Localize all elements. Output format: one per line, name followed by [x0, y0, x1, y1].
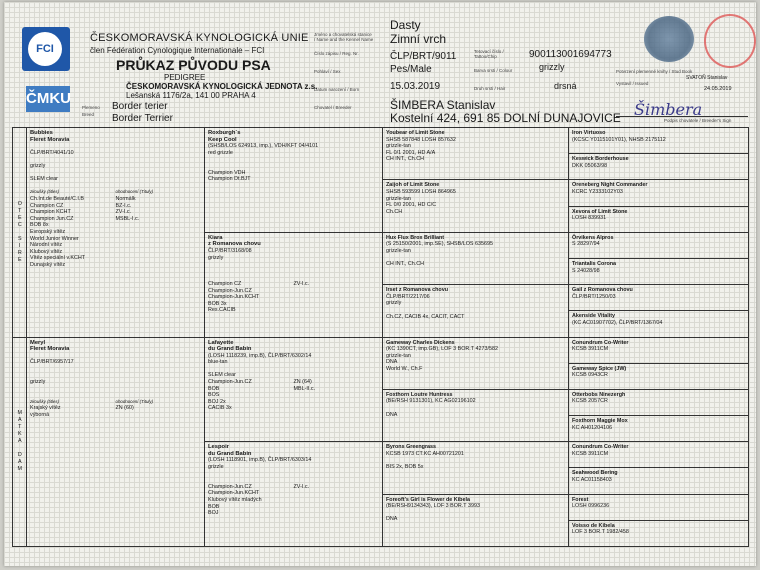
g3-line: Ch.CH: [386, 208, 403, 215]
pedigree-table: [12, 127, 749, 547]
g3-cell-1: [383, 180, 569, 232]
g4-cell-8: [569, 337, 749, 363]
sd-title-eval: ZV-I.c.: [293, 280, 310, 287]
g4-cell-15: [569, 520, 749, 546]
g3-line: grizzle-tan: [386, 247, 411, 254]
sign-label: Podpis chovatele / Breeder's Sign: [664, 118, 732, 123]
g3-name: Foxthorn Loutre Huntress: [386, 391, 453, 398]
g4-line: KCSB 3911CM: [572, 346, 609, 353]
g3-line: ČLP/BRT/2217/06: [386, 293, 430, 300]
g4-name: Akenside Vitality: [572, 313, 616, 320]
sire-side-label: OTEC SIRE: [13, 128, 27, 338]
sire-health: SLEM clear: [30, 176, 58, 183]
g4-line: (KC AC01907702), ČLP/BRT/1367/04: [572, 319, 663, 326]
studbook-stamp: [644, 16, 694, 62]
dd-kennel: du Grand Babin: [208, 450, 252, 457]
sire-eval-head: ohodnocení (Tituly): [115, 189, 154, 195]
g4-cell-4: [569, 232, 749, 258]
g3-line: SHSB 587848 LOSH 857632: [386, 136, 456, 143]
dam-eval-head: ohodnocení (Tituly): [115, 398, 154, 404]
dd-colour: grizzle: [208, 464, 224, 471]
dd-title: Champion-Jun.CZ: [208, 483, 252, 490]
g3-line: FL 0/0 2001, HD C/C: [386, 202, 437, 209]
dd-title: BOB: [208, 503, 220, 510]
ss-colour: red grizzle: [208, 149, 233, 156]
ds-title-eval: ZN (64): [293, 379, 312, 386]
g4-cell-0: [569, 128, 749, 154]
g4-line: (KCSC Y0115101Y01), NHSB 2175112: [572, 136, 666, 143]
g4-cell-2: [569, 180, 749, 206]
g4-name: Iron Virtuoso: [572, 130, 606, 136]
g3-line: grizzle-tan: [386, 143, 411, 150]
g3-line: DNA: [386, 359, 398, 366]
g3-line: (BE/RSH9134343), LOF 3 BOR.T 3993: [386, 503, 480, 510]
dam-extra: výborná: [30, 412, 50, 419]
ss-name: Roxburgh´s: [208, 130, 241, 136]
ds-title-eval: MBL-II.c.: [293, 385, 316, 392]
g3-line: CH INT., Ch.CH: [386, 156, 425, 163]
g4-cell-7: [569, 311, 749, 337]
sire-title: Champion CZ: [30, 202, 64, 209]
g4-line: LOF 3 BOR.T 1982/458: [572, 529, 629, 536]
ds-name: Lafayette: [208, 339, 234, 346]
sd-kennel: z Romanova chovu: [208, 241, 261, 248]
dam-title: Krajský vítěz: [30, 405, 61, 412]
dd-cell: [205, 442, 383, 547]
sd-title: Champion-Jun.CZ: [208, 287, 252, 294]
sire-extra: Vítěz speciální v.KCHT: [30, 255, 86, 262]
g3-line: (BE/RSH 9131301), KC AG02196102: [386, 398, 476, 405]
dam-reg: ČLP/BRT/6957/17: [30, 359, 74, 366]
g3-cell-3: [383, 285, 569, 337]
ss-kennel: Keep Cool: [208, 136, 237, 143]
g4-name: Foxthorn Maggie Mox: [572, 418, 628, 425]
g3-line: BIS 2x, BOB 5x: [386, 464, 424, 471]
hair-label: Druh srsti / Hair: [474, 86, 506, 91]
sd-reg: ČLP/BRT/3168/08: [208, 247, 252, 254]
issued-label: Vystavil / Issued: [616, 81, 649, 86]
org2: ČESKOMORAVSKÁ KYNOLOGICKÁ JEDNOTA z.s.: [126, 82, 318, 91]
g3-line: FL 0/1 2001, HD A/A: [386, 149, 436, 156]
ds-cell: [205, 337, 383, 442]
g3-name: Byrons Greengrass: [386, 444, 437, 451]
g3-cell-2: [383, 232, 569, 284]
reg-number: ČLP/BRT/9011: [390, 51, 457, 62]
studbook-name: SVATOŇ Stanislav: [686, 75, 728, 81]
tattoo-label: Tetovací číslo / Tattoo/Chip: [474, 49, 504, 59]
fci-logo: FCI: [22, 27, 70, 71]
g3-cell-7: [383, 494, 569, 546]
g3-name: Irset z Romanova chovu: [386, 287, 449, 294]
dog-name: Dasty: [390, 18, 421, 32]
dam-name: Meryl: [30, 339, 46, 346]
g3-name: Gameway Charles Dickens: [386, 339, 455, 346]
g4-cell-13: [569, 468, 749, 494]
g4-name: Gail z Romanova chovu: [572, 287, 633, 294]
g3-line: grizzle-tan: [386, 352, 411, 359]
g4-cell-14: [569, 494, 749, 520]
ds-colour: blue-tan: [208, 359, 228, 366]
g4-cell-6: [569, 285, 749, 311]
kennel-name: Zimní vrch: [390, 32, 447, 46]
g3-line: DNA: [386, 411, 398, 418]
ss-cell: [205, 128, 383, 233]
g4-name: Conundrum Co-Writer: [572, 339, 629, 346]
colour-value: grizzly: [539, 62, 565, 72]
sd-name: Kiara: [208, 234, 223, 241]
g4-line: KCSB 0943CR: [572, 372, 608, 379]
ds-reg: (LOSH 1118239, imp.B), ČLP/BRT/6302/14: [208, 352, 312, 359]
g3-line: (KC 1390CT, imp.GB), LOF 3 BOR.T 4273/582: [386, 346, 498, 353]
g4-name: Keswick Borderhouse: [572, 156, 629, 163]
sire-extra: Dunajský vítěz: [30, 261, 66, 268]
g4-name: Voisso de Kibela: [572, 522, 615, 529]
sire-title-eval: MSBL-I.c.: [115, 215, 140, 222]
dd-reg: (LOSH 1118901, imp.B), ČLP/BRT/6303/14: [208, 457, 312, 464]
g3-line: (S 25150/2001, imp.SE), SHSB/LOS 635695: [386, 241, 493, 248]
dam-kennel: Fleret Moravia: [30, 346, 70, 353]
dam-exam-head: zkoušky (titles): [30, 398, 60, 404]
g3-name: Youbear of Limit Stone: [386, 130, 445, 136]
hair-value: drsná: [554, 81, 577, 91]
dd-title: BOJ: [208, 510, 219, 517]
reg-label: Číslo zápisu / Reg. Nr.: [314, 51, 359, 56]
g4-name: Triantalis Corona: [572, 260, 617, 267]
studbook-label: Potvrzení plemenné knihy / Stud Book: [616, 69, 693, 74]
ds-title: Champion-Jun.CZ: [208, 379, 252, 386]
g4-name: Örvikens Alpros: [572, 234, 614, 241]
g4-cell-10: [569, 389, 749, 415]
g3-line: SHSB 593599 LOSH 864965: [386, 188, 456, 195]
sire-title-eval: Normálk: [115, 195, 136, 202]
dd-title: Champion-Jun.KCHT: [208, 490, 260, 497]
chip-value: 900113001694773: [529, 49, 612, 60]
g3-line: grizzly: [386, 300, 402, 307]
g4-line: KC AC01158403: [572, 477, 612, 484]
g3-cell-4: [383, 337, 569, 389]
g3-cell-6: [383, 442, 569, 494]
ss-title: Champion Dt.BJT: [208, 176, 251, 183]
cmku-logo: ČMKU: [26, 86, 70, 112]
g4-cell-9: [569, 363, 749, 389]
g4-line: S 24028/98: [572, 267, 600, 274]
g3-line: grizzle-tan: [386, 195, 411, 202]
issued-date: 24.05.2019: [704, 86, 732, 92]
g4-cell-11: [569, 416, 749, 442]
sire-extra: Národní vítěz: [30, 242, 63, 249]
breeder-signature: Šimbera: [634, 100, 703, 119]
g4-line: ČLP/BRT/1250/03: [572, 293, 616, 300]
dam-side-label: MATKA DAM: [13, 337, 27, 547]
g4-cell-3: [569, 206, 749, 232]
ss-title: Champion VDH: [208, 169, 246, 176]
sire-exam-head: zkoušky (titles): [30, 189, 60, 195]
breed-label-en: Breed: [82, 112, 95, 117]
sd-cell: [205, 232, 383, 337]
ds-title: BOB: [208, 385, 220, 392]
ss-reg: (SHSB/LOS 624913, imp.), VDH/KFT 04/4101: [208, 143, 319, 150]
g3-line: KCSB 1973 CT.KC AH00721201: [386, 450, 464, 457]
g3-name: Hux Flux Brox Brilliant: [386, 234, 445, 241]
g4-name: Gameway Spice (JW): [572, 365, 627, 372]
sire-title: Champion Jun.CZ: [30, 215, 74, 222]
dam-title-eval: ZN (60): [115, 405, 134, 412]
pedigree-document: [4, 2, 756, 566]
signature-line: [616, 116, 748, 117]
breeder-name: ŠIMBERA Stanislav: [390, 98, 496, 112]
breed-en: Border Terrier: [112, 113, 173, 124]
g4-line: KCSB 2057CR: [572, 398, 608, 405]
g4-line: S 28297/94: [572, 241, 600, 248]
g4-line: KCSB 3911CM: [572, 450, 609, 457]
ds-title: CACIB 3x: [208, 405, 232, 412]
sire-extra: World Junior Winner: [30, 235, 79, 242]
g4-line: DKK 05063/98: [572, 162, 608, 169]
sire-colour: grizzly: [30, 162, 46, 169]
born-label: Datum narození / Born: [314, 87, 360, 92]
ds-title: BOS: [208, 392, 220, 399]
sire-title: Ch.Int.de Beauté/C.I.B: [30, 195, 84, 202]
g4-cell-5: [569, 258, 749, 284]
sire-extra: Evropský vítěz: [30, 228, 66, 235]
g4-name: Forest: [572, 496, 589, 503]
sire-title-eval: BZ-I.c.: [115, 202, 132, 209]
g3-cell-5: [383, 389, 569, 441]
born-value: 15.03.2019: [390, 81, 441, 92]
breeder-address: Kostelní 424, 691 85 DOLNÍ DUNAJOVICE: [390, 111, 621, 125]
g3-line: World W., Ch.F: [386, 365, 423, 372]
name-label: Jméno a chovatelská stanice / Name and the Kennel Name: [314, 32, 374, 42]
sire-extra: Klubový vítěz: [30, 248, 63, 255]
sire-name: Bubbies: [30, 130, 53, 136]
sire-title: Champion KCHT: [30, 209, 71, 216]
sire-kennel: Fleret Moravia: [30, 136, 70, 143]
dam-colour: grizzly: [30, 379, 46, 386]
red-stamp: [704, 14, 756, 68]
sd-title: BOB 3x: [208, 300, 227, 307]
sire-extra: BOB 8x: [30, 222, 49, 229]
g4-line: KCRC Y2333102Y03: [572, 188, 623, 195]
doc-title: PRŮKAZ PŮVODU PSA: [116, 57, 271, 73]
g4-line: KC AH01204106: [572, 424, 613, 431]
dd-title: Klubový vítěz mladých: [208, 497, 262, 503]
g3-line: Ch.CZ, CACIB 4x, CACIT, CACT: [386, 313, 465, 320]
g3-line: CH INT., Ch.CH: [386, 261, 425, 268]
sd-title: Champion CZ: [208, 280, 242, 287]
g4-cell-1: [569, 154, 749, 180]
g4-name: Oreneberg Night Commander: [572, 182, 648, 189]
address: Lešanská 1176/2a, 141 00 PRAHA 4: [126, 91, 256, 100]
g4-name: Conundrum Co-Writer: [572, 444, 629, 451]
sex-label: Pohlaví / Sex: [314, 69, 341, 74]
sd-colour: grizzly: [208, 254, 224, 261]
sd-title: Champion-Jun.KCHT: [208, 294, 260, 301]
g3-name: Foreoft's Girl is Flower de Kibela: [386, 496, 470, 503]
g4-name: Seahwood Bering: [572, 470, 618, 477]
sire-reg: ČLP/BRT/4041/10: [30, 149, 74, 156]
colour-label: Barva srsti / Colour: [474, 68, 513, 73]
g3-line: DNA: [386, 516, 398, 523]
sex-value: Pes/Male: [390, 64, 432, 75]
sd-title: Res.CACIB: [208, 307, 236, 314]
g4-line: LOSH 839931: [572, 215, 607, 222]
dd-name: Lespoir: [208, 444, 229, 451]
ds-kennel: du Grand Babin: [208, 346, 252, 353]
dd-title-eval: ZV-I.c.: [293, 483, 310, 490]
dam-cell: [27, 337, 205, 547]
org-title: ČESKOMORAVSKÁ KYNOLOGICKÁ UNIE: [90, 32, 309, 44]
g4-cell-12: [569, 442, 749, 468]
breed-label-cz: Plemeno: [82, 105, 100, 110]
doc-subtitle: PEDIGREE: [164, 73, 206, 82]
g3-cell-0: [383, 128, 569, 180]
sire-title-eval: ZV-I.c.: [115, 209, 132, 216]
org-member: člen Fédération Cynologique Internationale – FCI: [90, 46, 265, 55]
g4-name: Xevora of Limit Stone: [572, 208, 628, 215]
breeder-label: Chovatel / Breeder: [314, 105, 352, 110]
ds-title: BOJ 2x: [208, 398, 226, 405]
sire-cell: [27, 128, 205, 338]
g3-name: Zaijoh of Limit Stone: [386, 182, 440, 189]
g4-name: Otterbobs Ninezergh: [572, 391, 626, 398]
ds-health: SLEM clear: [208, 372, 236, 379]
g4-line: LOSH 0996236: [572, 503, 610, 510]
breed-cz: Border terier: [112, 101, 168, 112]
